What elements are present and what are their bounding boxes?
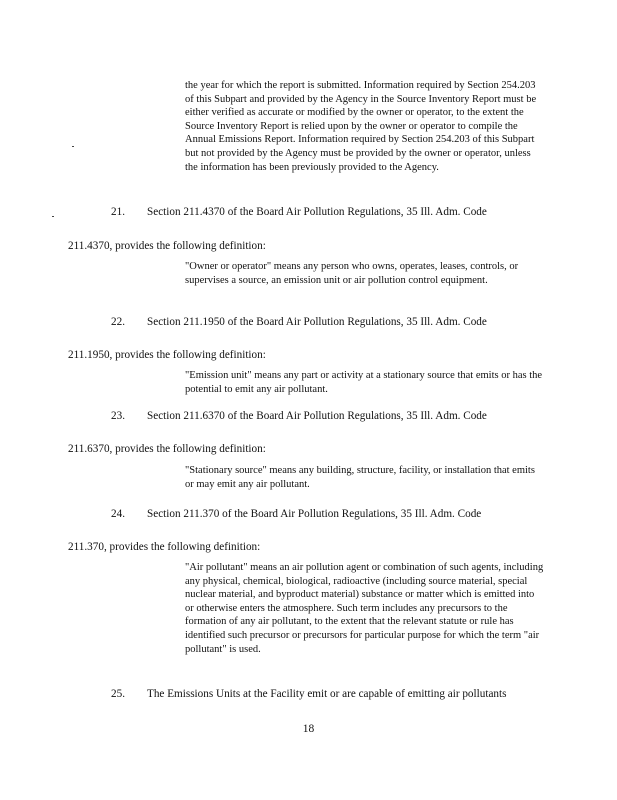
paragraph-number: 24. (111, 508, 125, 520)
paragraph-text: Section 211.370 of the Board Air Pollution Regulations, 35 Ill. Adm. Code (147, 508, 482, 520)
paragraph-number: 22. (111, 316, 125, 328)
paragraph-text: Section 211.6370 of the Board Air Pollution Regulations, 35 Ill. Adm. Code (147, 410, 487, 422)
paragraph-text: Section 211.4370 of the Board Air Pollution Regulations, 35 Ill. Adm. Code (147, 206, 487, 218)
paragraph-number: 25. (111, 688, 125, 700)
paragraph-number: 23. (111, 410, 125, 422)
block-quote-top: the year for which the report is submitted. Information required by Section 254.203 of this Subpart and provided by the Agency in the Source Inventory Report must be either verified as accurate or modified by the owner or operator, to the extent the Source Inventory Report is relied upon by the owner or operator to compile the Annual Emissions Report. Information required by Section 254.203 of this Subpart but not provided by the Agency must be provided by the owner or operator, unless the information has been previously provided to the Agency. (185, 80, 537, 173)
scan-speck (72, 146, 74, 147)
block-quote: "Emission unit" means any part or activity at a stationary source that emits or has the potential to emit any air pollutant. (185, 370, 543, 395)
paragraph-continuation: 211.6370, provides the following definition: (68, 443, 266, 455)
paragraph-number: 21. (111, 206, 125, 218)
paragraph-continuation: 211.370, provides the following definition: (68, 541, 261, 553)
block-quote: "Owner or operator" means any person who owns, operates, leases, controls, or supervises a source, an emission unit or air pollution control equipment. (185, 261, 519, 286)
scan-speck (52, 216, 54, 217)
paragraph-continuation: 211.1950, provides the following definition: (68, 349, 266, 361)
block-quote: "Stationary source" means any building, structure, facility, or installation that emits or may emit any air pollutant. (185, 465, 535, 490)
block-quote: "Air pollutant" means an air pollution agent or combination of such agents, including any physical, chemical, biological, radioactive (including source material, special nuclear material, and byproduct material) substance or matter which is emitted into or otherwise enters the atmosphere. Such term includes any precursors to the formation of any air pollutant, to the extent that the relevant statute or rule has identified such precursor or precursors for particular purpose for which the term "air pollutant" is used. (185, 562, 544, 655)
page-number: 18 (302, 723, 315, 735)
paragraph-text: The Emissions Units at the Facility emit or are capable of emitting air pollutants (147, 688, 507, 700)
paragraph-continuation: 211.4370, provides the following definition: (68, 240, 266, 252)
paragraph-text: Section 211.1950 of the Board Air Pollution Regulations, 35 Ill. Adm. Code (147, 316, 487, 328)
